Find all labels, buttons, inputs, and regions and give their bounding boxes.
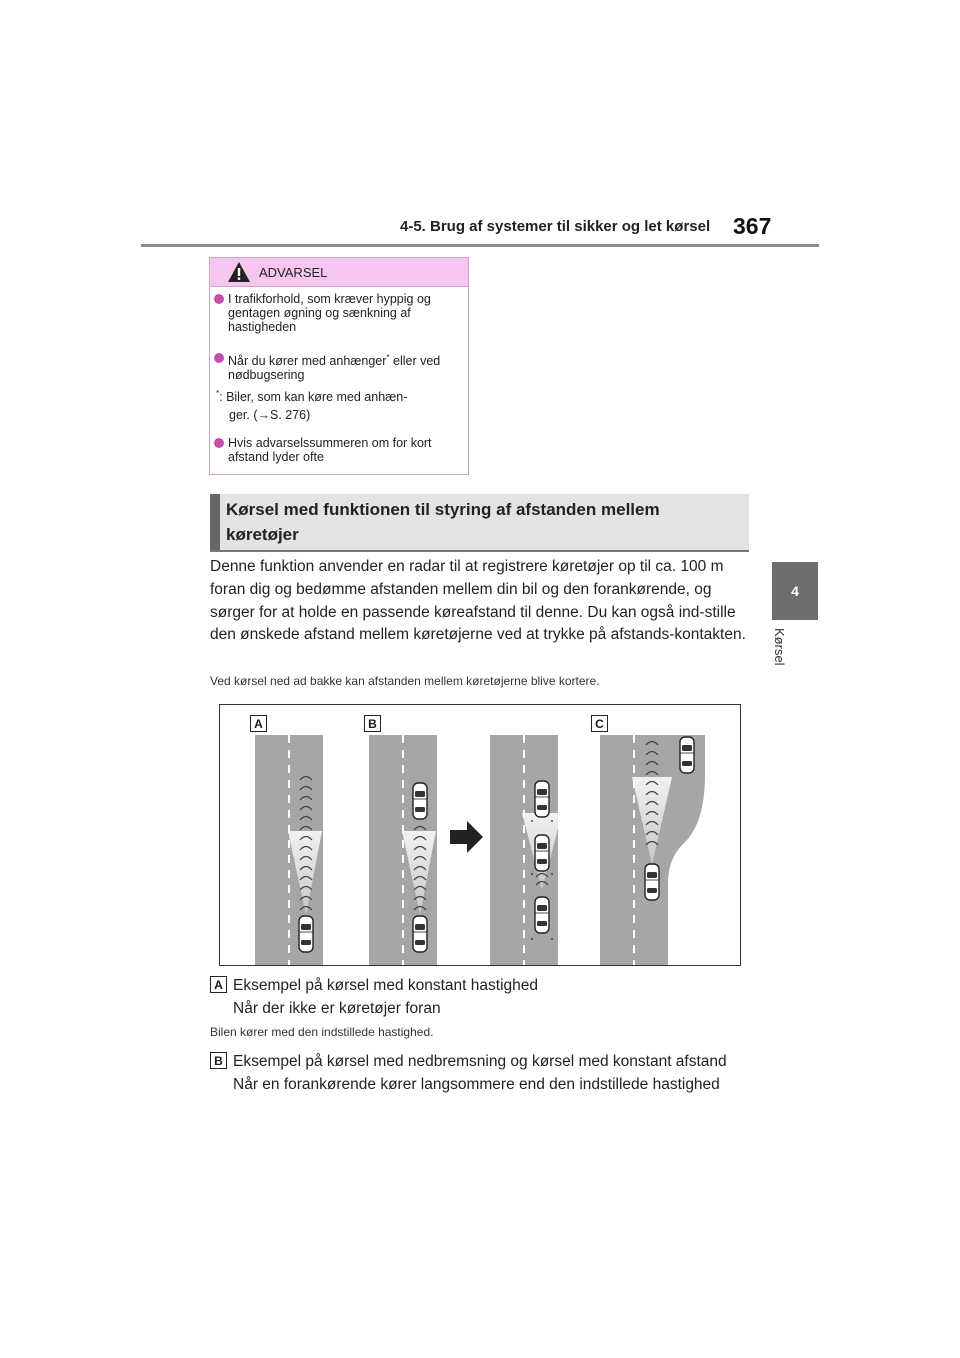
warning-item-text: I trafikforhold, som kræver hyppig og gentagen øgning og sænkning af hastigheden (228, 292, 431, 334)
warning-box (209, 257, 469, 475)
warning-title: ADVARSEL (259, 265, 328, 280)
road-b-after (490, 735, 562, 965)
diagram-label-c: C (591, 715, 608, 732)
warning-item-text (228, 351, 462, 382)
chapter-label (772, 628, 805, 688)
footnote-line1: : Biler, som kan køre med anhæn- (219, 390, 408, 405)
road-c (600, 735, 705, 965)
acc-diagram (219, 704, 741, 966)
chapter-label-text: Kørsel (772, 628, 787, 666)
bullet-icon (214, 438, 224, 448)
warning-header (210, 258, 468, 287)
body-note: Ved kørsel ned ad bakke kan afstanden mellem køretøjerne blive kortere. (210, 674, 600, 688)
legend-a-line1: Eksempel på kørsel med konstant hastighed (233, 977, 538, 994)
section-heading (210, 494, 749, 552)
warning-item (214, 292, 462, 334)
legend-label-a: A (210, 976, 227, 993)
chapter-tab[interactable]: 4 (772, 562, 818, 620)
road-b-before (369, 735, 437, 965)
header-divider (141, 244, 819, 247)
legend-label-b: B (210, 1052, 227, 1069)
page-number: 367 (733, 213, 772, 239)
footnote-marker: * (386, 353, 390, 362)
section-title: Kørsel med funktionen til styring af afstanden mellem køretøjer (226, 500, 660, 544)
diagram-illustration (220, 705, 740, 965)
header-title: 4-5. Brug af systemer til sikker og let kørsel (400, 218, 711, 235)
diagram-label-a: A (250, 715, 267, 732)
transition-arrow-icon (450, 821, 483, 853)
legend-b-line2: Når en forankørende kører langsommere end den indstillede hastighed (233, 1076, 720, 1093)
legend-a-line2: Når der ikke er køretøjer foran (233, 1000, 441, 1017)
warning-item (214, 436, 462, 464)
body-paragraph: Denne funktion anvender en radar til at registrere køretøjer op til ca. 100 m foran dig og bedømme afstanden mellem din bil og den forankørende, og sørger for at holde en passende køreafstand til denne. Du kan også ind-stille den ønskede afstand mellem køretøjerne ved at trykke på afstands-kontakten. (210, 558, 746, 644)
road-a (255, 735, 323, 965)
warning-item-2-suffix: eller ved nødbugsering (228, 354, 441, 383)
legend-b-line1: Eksempel på kørsel med nedbremsning og kørsel med konstant afstand (233, 1053, 727, 1070)
footnote-line2: ger. (→S. 276) (229, 408, 311, 422)
section-heading-bar (210, 494, 220, 550)
bullet-icon (214, 353, 224, 363)
warning-triangle-icon (227, 261, 251, 283)
footnote: *: Biler, som kan køre med anhæn- (216, 389, 408, 405)
warning-item-2-text: Når du kører med anhænger (228, 354, 387, 369)
warning-item (214, 351, 462, 382)
legend-a-note: Bilen kører med den indstillede hastighed. (210, 1025, 434, 1039)
diagram-label-b: B (364, 715, 381, 732)
warning-item-text: Hvis advarselssummeren om for kort afstand lyder ofte (228, 436, 432, 464)
bullet-icon (214, 294, 224, 304)
